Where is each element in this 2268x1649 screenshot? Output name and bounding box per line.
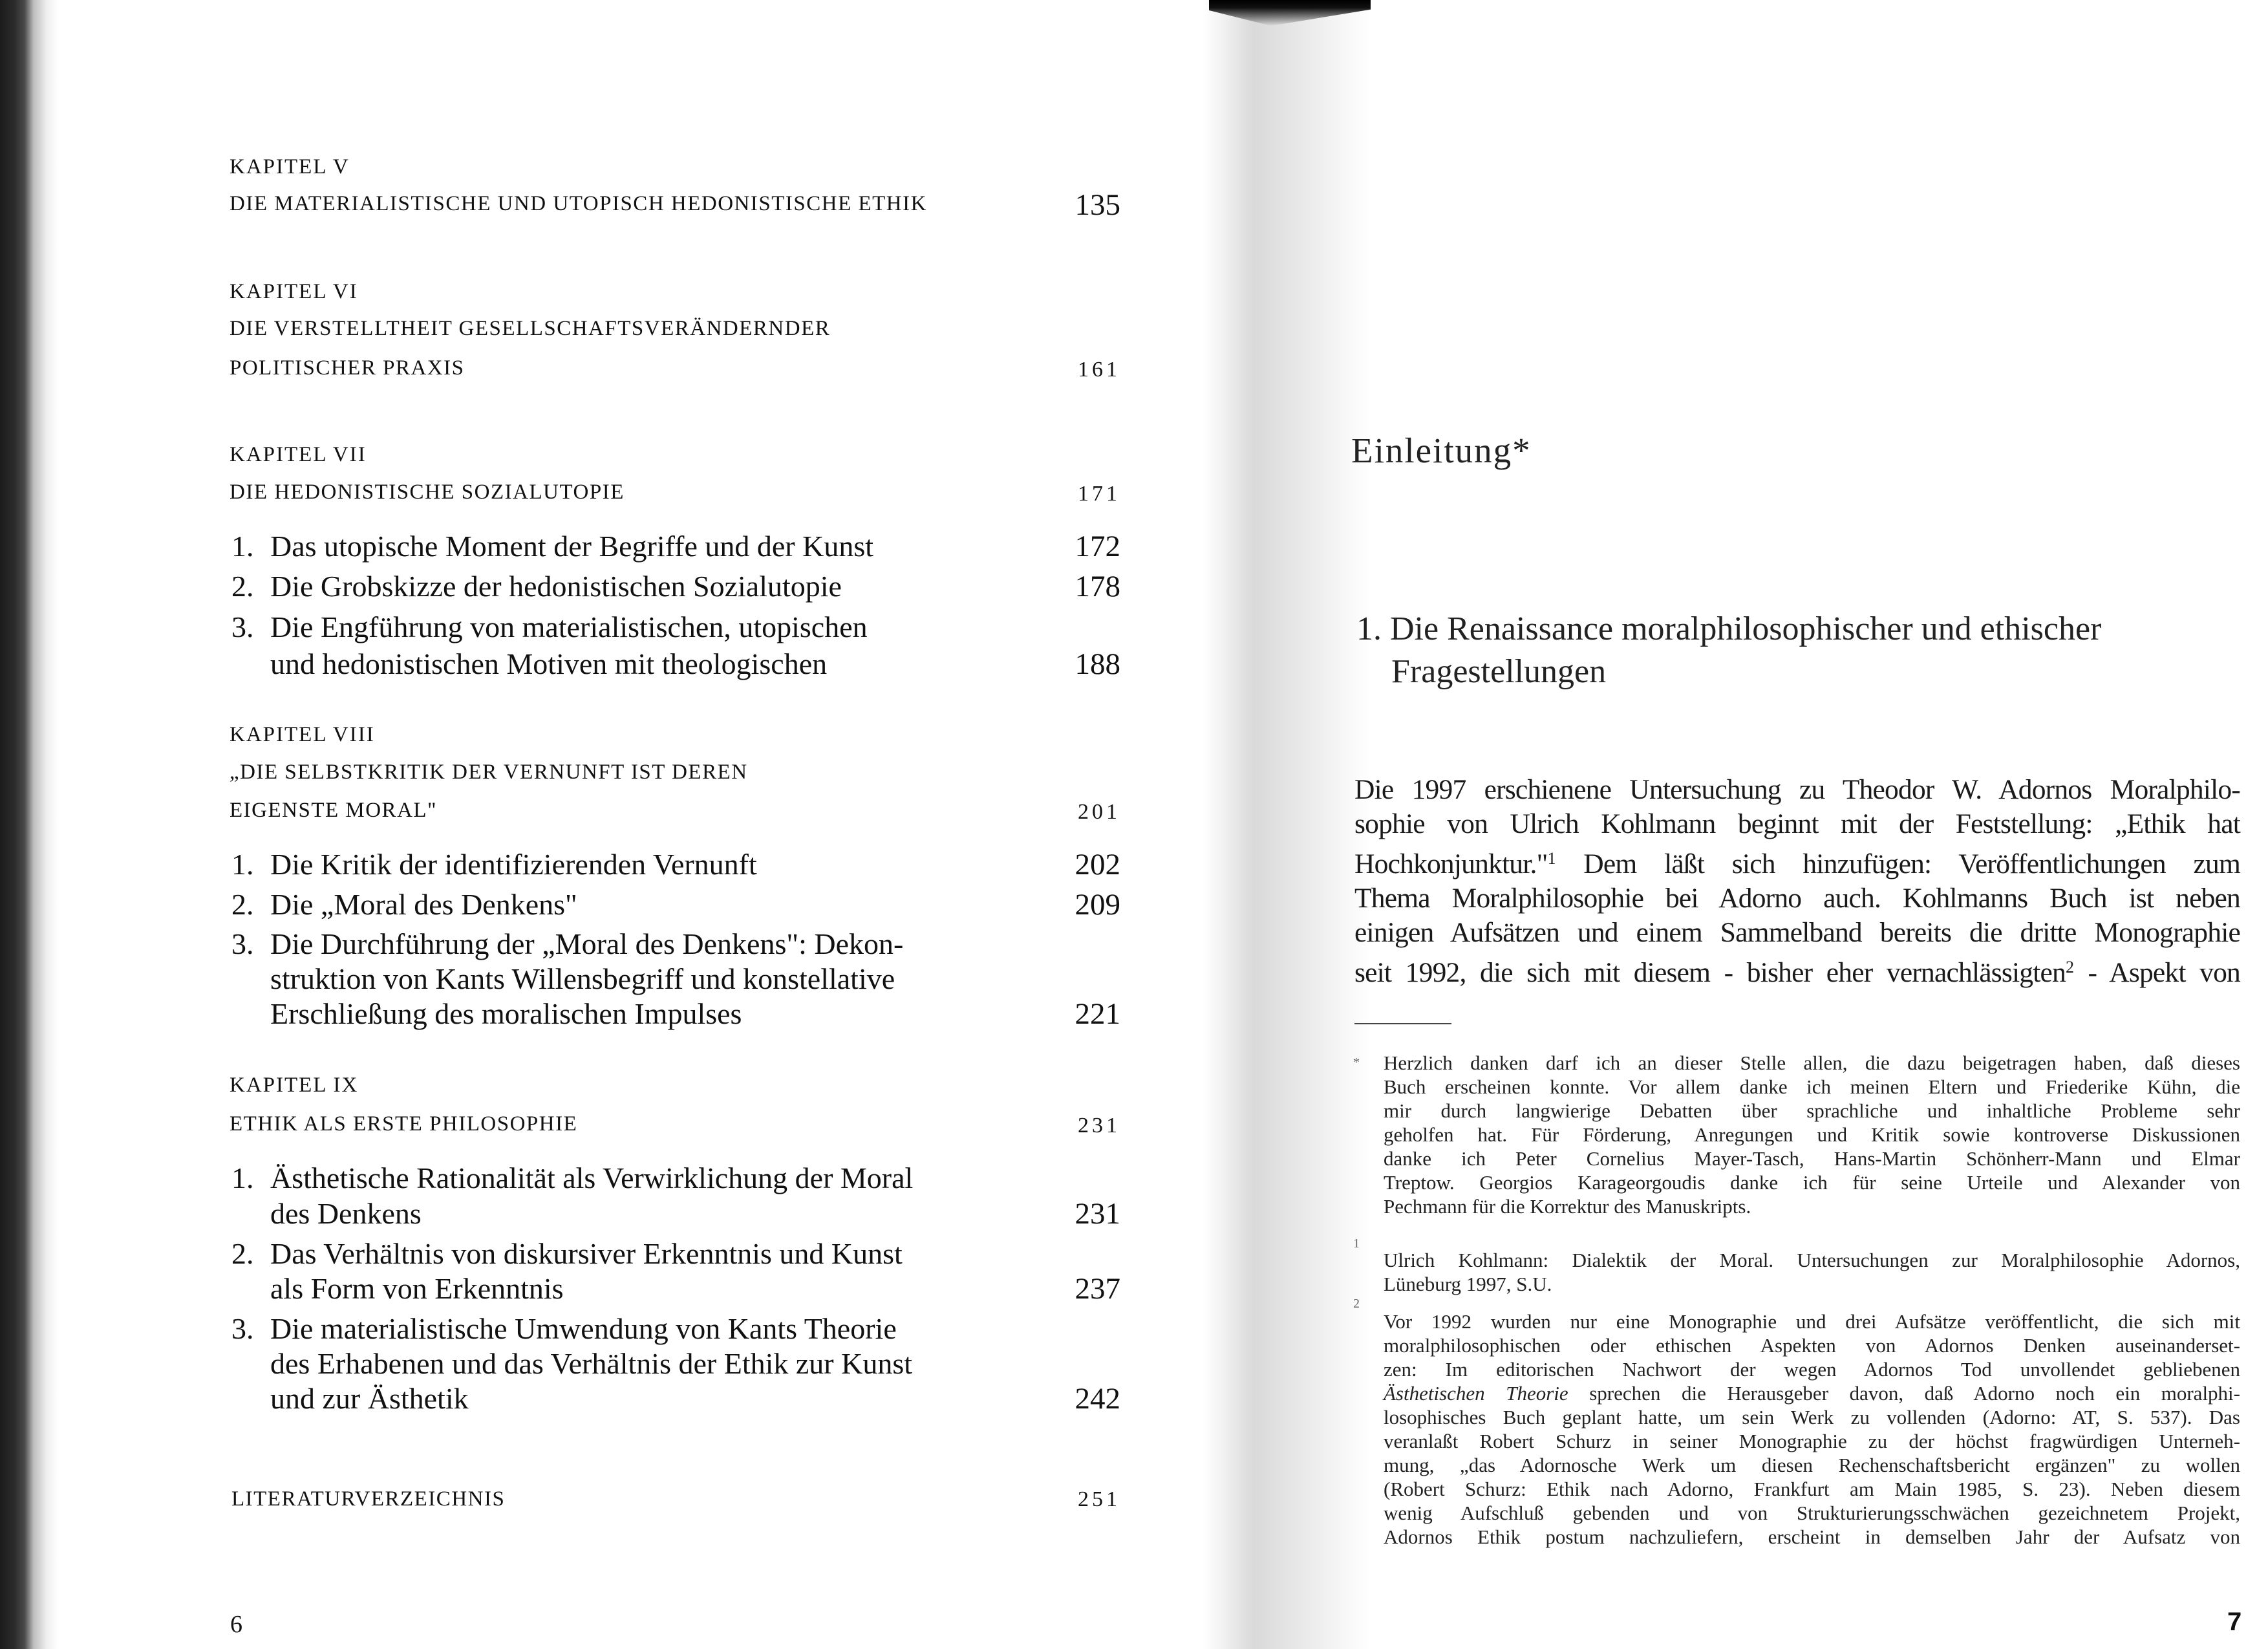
footnote-line: Treptow. Georgios Karageorgoudis danke ich für seine Urteile und Alexander von <box>1384 1171 2240 1194</box>
footnote-line: Lüneburg 1997, S.U. <box>1384 1273 1552 1295</box>
footnote-line <box>1384 1381 2240 1405</box>
toc-page-number: 178 <box>1075 570 1120 603</box>
toc-section <box>231 927 903 962</box>
toc-page-number: 237 <box>1075 1272 1120 1306</box>
toc-page-number: 231 <box>1078 1114 1120 1137</box>
toc-section <box>231 1161 913 1196</box>
footnote-text-run: sprechen die Herausgeber davon, daß Adorno noch ein moralphi- <box>1589 1382 2240 1405</box>
footnote-line: Herzlich danken darf ich an dieser Stelle allen, die dazu beigetragen haben, daß dieses <box>1384 1051 2240 1074</box>
toc-section-title-cont: struktion von Kants Willensbegriff und konstellative <box>270 962 895 995</box>
toc-section-title-cont: des Denkens <box>270 1197 422 1230</box>
toc-section-number: 2. <box>231 570 254 603</box>
toc-section-title-cont: des Erhabenen und das Verhältnis der Ethik zur Kunst <box>270 1347 913 1380</box>
toc-section-title: Das Verhältnis von diskursiver Erkenntnis und Kunst <box>270 1237 903 1270</box>
toc-section-number: 3. <box>231 1312 254 1345</box>
chapter-heading: Einleitung* <box>1351 431 1532 470</box>
toc-section-title: Die materialistische Umwendung von Kants Theorie <box>270 1312 897 1345</box>
toc-section-title-cont: und zur Ästhetik <box>270 1382 469 1415</box>
toc-section-title-cont: Erschließung des moralischen Impulses <box>270 997 742 1030</box>
toc-section-number: 1. <box>231 530 254 563</box>
toc-section-number: 1. <box>231 848 254 881</box>
toc-page-number: 188 <box>1075 647 1120 681</box>
body-line <box>1354 841 2240 881</box>
toc-section-number: 2. <box>231 1237 254 1270</box>
toc-page-number: 242 <box>1075 1382 1120 1416</box>
footnote-line: Ulrich Kohlmann: Dialektik der Moral. Untersuchungen zur Moralphilosophie Adornos, <box>1384 1249 2240 1271</box>
toc-section <box>231 569 842 604</box>
toc-chapter-title: DIE HEDONISTISCHE SOZIALUTOPIE <box>230 480 625 504</box>
body-text-run: Dem läßt sich hinzufügen: Veröffentlichungen zum <box>1583 848 2240 879</box>
toc-section-number: 2. <box>231 888 254 921</box>
toc-section <box>231 1311 897 1346</box>
section-heading-line2: Fragestellungen <box>1391 653 1607 690</box>
page-number-right: 7 <box>2227 1608 2242 1636</box>
toc-section <box>231 529 873 564</box>
footnote-line: Buch erscheinen konnte. Vor allem danke ich meinen Eltern und Friederike Kühn, die <box>1384 1075 2240 1098</box>
footnote-line: veranlaßt Robert Schurz in seiner Monographie zu der höchst fragwürdigen Unterneh- <box>1384 1430 2240 1452</box>
toc-page-number: 202 <box>1075 848 1120 881</box>
toc-chapter-title: DIE MATERIALISTISCHE UND UTOPISCH HEDONISTISCHE ETHIK <box>230 192 927 215</box>
footnote-mark: 2 <box>1353 1297 1360 1311</box>
footnote-ref: 1 <box>1547 849 1556 868</box>
footnote-line: Vor 1992 wurden nur eine Monographie und drei Aufsätze veröffentlicht, die sich mit <box>1384 1310 2240 1333</box>
footnote-line: geholfen hat. Für Förderung, Anregungen und Kritik sowie kontroverse Diskussionen <box>1384 1123 2240 1146</box>
toc-page-number: 209 <box>1075 888 1120 921</box>
toc-chapter-title: EIGENSTE MORAL" <box>230 799 438 822</box>
toc-page-number: 135 <box>1075 188 1120 222</box>
toc-chapter-title: POLITISCHER PRAXIS <box>230 356 465 380</box>
footnote-line: Pechmann für die Korrektur des Manuskripts. <box>1384 1195 1751 1218</box>
toc-section <box>231 610 868 645</box>
footnote-ref: 2 <box>2065 958 2074 976</box>
toc-chapter-title: DIE VERSTELLTHEIT GESELLSCHAFTSVERÄNDERNDER <box>230 317 831 340</box>
footnote <box>1384 1248 2240 1296</box>
footnote-line: moralphilosophischen oder ethischen Aspekten von Adornos Denken auseinanderset- <box>1384 1334 2240 1357</box>
footnote <box>1384 1310 2240 1549</box>
footnote-line: Adornos Ethik postum nachzuliefern, erscheint in demselben Jahr der Aufsatz von <box>1384 1525 2240 1548</box>
toc-bibliography-title: LITERATURVERZEICHNIS <box>231 1487 506 1511</box>
body-line: Die 1997 erschienene Untersuchung zu Theodor W. Adornos Moralphilo- <box>1354 774 2240 805</box>
toc-chapter-label: KAPITEL VIII <box>230 723 375 746</box>
footnote-line: wenig Aufschluß gebenden und von Strukturierungsschwächen gezeichnetem Projekt, <box>1384 1502 2240 1524</box>
toc-chapter-title: „DIE SELBSTKRITIK DER VERNUNFT IST DEREN <box>230 760 748 784</box>
footnote-line: mir durch langwierige Debatten über sprachliche und inhaltliche Probleme sehr <box>1384 1099 2240 1122</box>
footnote-line: zen: Im editorischen Nachwort der wegen Adornos Tod unvollendet gebliebenen <box>1384 1358 2240 1381</box>
book-gutter <box>1203 0 1371 1649</box>
body-text-run: Hochkonjunktur." <box>1354 848 1548 879</box>
toc-page-number: 161 <box>1078 358 1120 382</box>
toc-chapter-label: KAPITEL V <box>230 155 350 178</box>
toc-section <box>231 887 577 922</box>
toc-section <box>231 847 757 882</box>
toc-section-title-cont: als Form von Erkenntnis <box>270 1272 564 1305</box>
toc-page-number: 221 <box>1075 997 1120 1031</box>
toc-page-number: 172 <box>1075 530 1120 563</box>
toc-section <box>231 1236 903 1271</box>
toc-section-title: Die Grobskizze der hedonistischen Sozialutopie <box>270 570 842 603</box>
toc-section-title-cont: und hedonistischen Motiven mit theologischen <box>270 647 828 680</box>
body-text-run: - Aspekt von <box>2088 957 2241 988</box>
toc-section-number: 3. <box>231 610 254 643</box>
footnote-title-italic: Ästhetischen Theorie <box>1384 1382 1568 1405</box>
section-heading <box>1356 608 2101 693</box>
footnote <box>1384 1051 2240 1218</box>
footnote-rule <box>1354 1023 1451 1024</box>
toc-page-number: 251 <box>1078 1487 1120 1511</box>
toc-chapter-label: KAPITEL VII <box>230 443 367 466</box>
footnote-line: (Robert Schurz: Ethik nach Adorno, Frankfurt am Main 1985, S. 23). Neben diesem <box>1384 1478 2240 1500</box>
section-heading-line1: Die Renaissance moralphilosophischer und ethischer <box>1390 610 2102 647</box>
toc-section-title: Ästhetische Rationalität als Verwirklichung der Moral <box>270 1161 914 1194</box>
body-line: sophie von Ulrich Kohlmann beginnt mit der Feststellung: „Ethik hat <box>1354 808 2240 839</box>
toc-chapter-label: KAPITEL VI <box>230 280 358 303</box>
toc-page-number: 201 <box>1078 800 1120 824</box>
toc-section-title: Die Kritik der identifizierenden Vernunft <box>270 848 757 881</box>
toc-page-number: 171 <box>1078 482 1120 506</box>
footnote-line: losophisches Buch geplant hatte, um sein Werk zu vollenden (Adorno: AT, S. 537). Das <box>1384 1406 2240 1428</box>
body-line <box>1354 950 2240 990</box>
body-line: einigen Aufsätzen und einem Sammelband bereits die dritte Monographie <box>1354 917 2240 948</box>
footnote-mark: * <box>1353 1055 1360 1070</box>
book-edge-shadow <box>0 0 58 1649</box>
page-number-left: 6 <box>230 1611 242 1638</box>
toc-section-number: 3. <box>231 927 254 960</box>
footnote-line: danke ich Peter Cornelius Mayer-Tasch, Hans-Martin Schönherr-Mann und Elmar <box>1384 1147 2240 1170</box>
toc-section-title: Die Durchführung der „Moral des Denkens": Dekon- <box>270 927 904 960</box>
toc-chapter-label: KAPITEL IX <box>230 1073 359 1097</box>
toc-section-title: Die Engführung von materialistischen, utopischen <box>270 610 868 643</box>
body-text-run: seit 1992, die sich mit diesem - bisher eher vernachlässigten <box>1354 957 2066 988</box>
footnote-line: mung, „das Adornosche Werk um diesen Rechenschaftsbericht ergänzen" zu wollen <box>1384 1454 2240 1476</box>
toc-page-number: 231 <box>1075 1197 1120 1231</box>
toc-section-title: Das utopische Moment der Begriffe und der Kunst <box>270 530 874 563</box>
toc-section-title: Die „Moral des Denkens" <box>270 888 577 921</box>
body-line: Thema Moralphilosophie bei Adorno auch. Kohlmanns Buch ist neben <box>1354 883 2240 914</box>
left-page <box>58 0 1209 1649</box>
body-paragraph <box>1354 773 2240 990</box>
toc-section-number: 1. <box>231 1161 254 1194</box>
toc-chapter-title: ETHIK ALS ERSTE PHILOSOPHIE <box>230 1112 578 1136</box>
footnote-mark: 1 <box>1353 1236 1360 1251</box>
section-heading-number: 1. <box>1356 610 1382 647</box>
